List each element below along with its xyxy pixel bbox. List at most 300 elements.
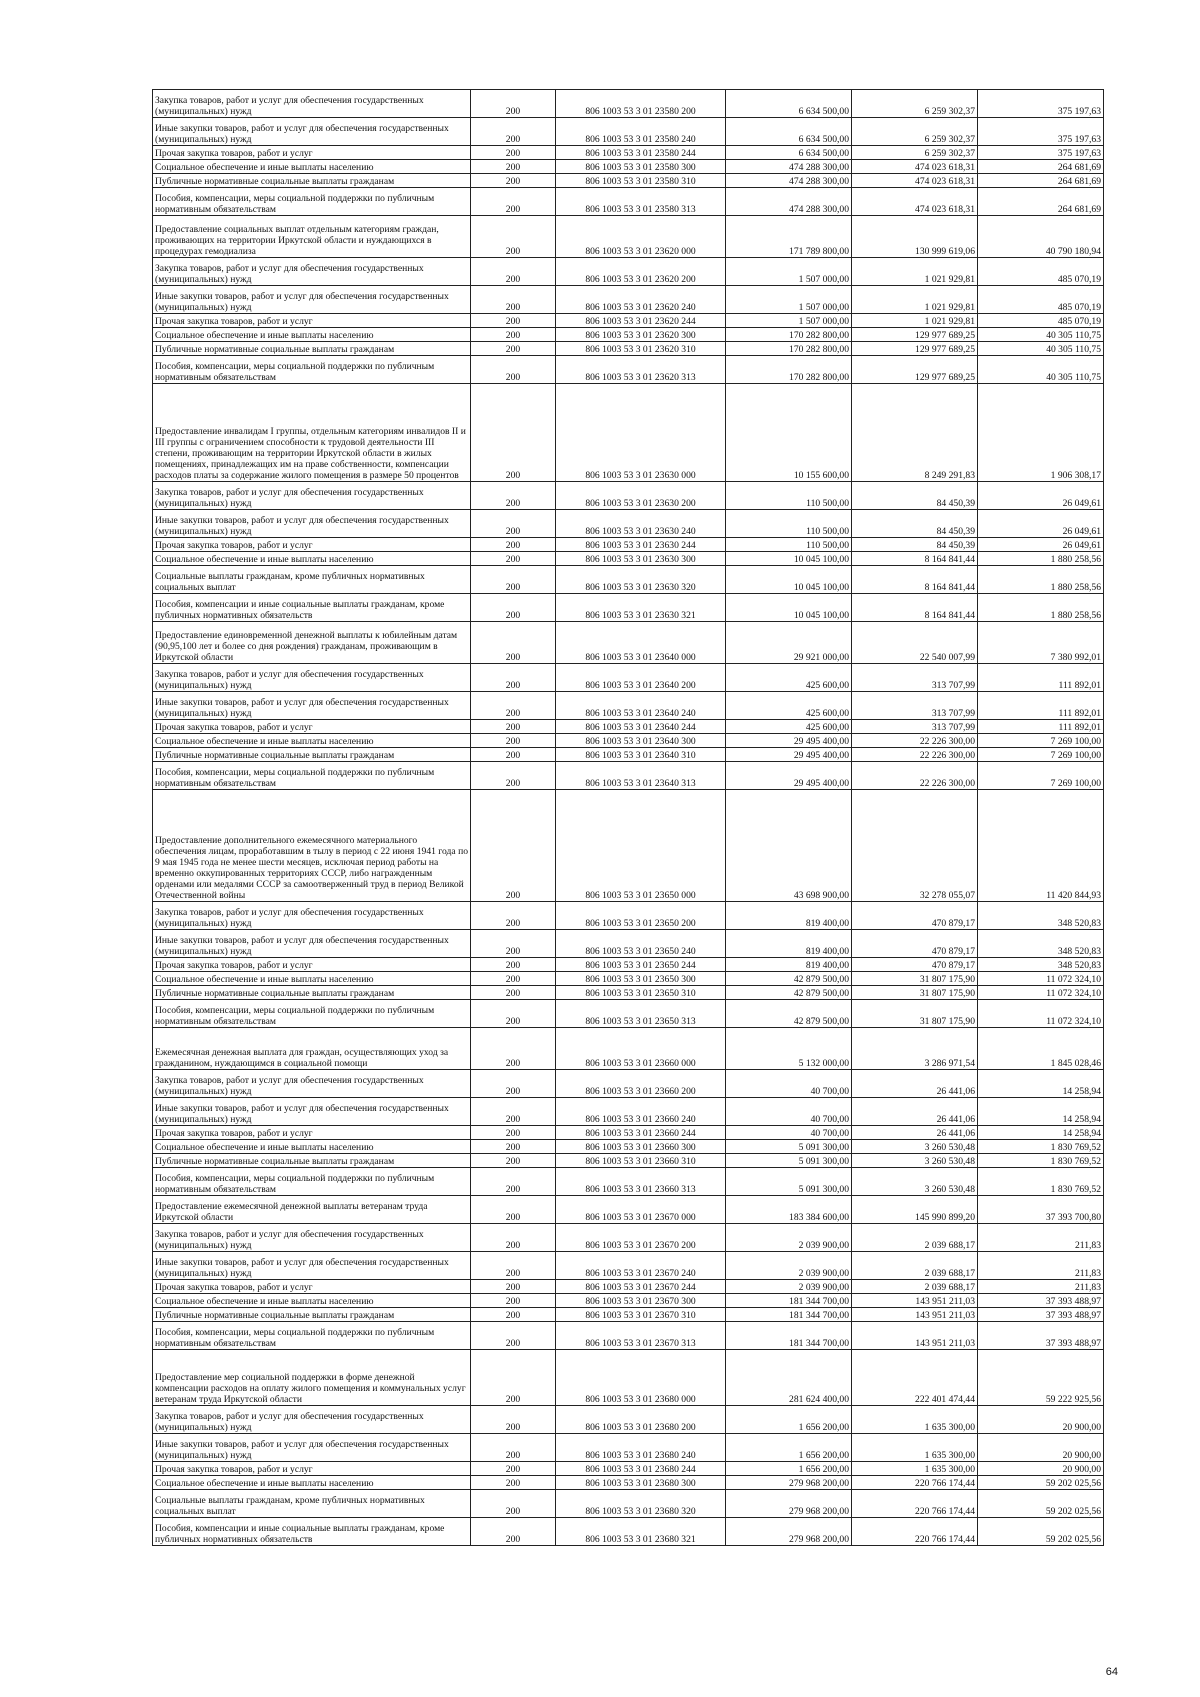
row-name-cell: Закупка товаров, работ и услуг для обеспечения государственных (муниципальных) нужд <box>153 1224 471 1252</box>
row-kbk-cell: 806 1003 53 3 01 23640 300 <box>556 734 726 748</box>
row-executed-cell: 32 278 055,07 <box>852 790 978 902</box>
table-row <box>153 384 1104 482</box>
table-row <box>153 1070 1104 1098</box>
row-executed-cell: 145 990 899,20 <box>852 1196 978 1224</box>
row-name-cell: Социальное обеспечение и иные выплаты населению <box>153 328 471 342</box>
table-row <box>153 692 1104 720</box>
row-code-cell: 200 <box>471 958 556 972</box>
row-executed-cell: 313 707,99 <box>852 720 978 734</box>
row-code-cell: 200 <box>471 538 556 552</box>
row-name-cell: Иные закупки товаров, работ и услуг для обеспечения государственных (муниципальных) нужд <box>153 510 471 538</box>
table-row <box>153 188 1104 216</box>
row-approved-cell: 40 700,00 <box>726 1070 852 1098</box>
table-row <box>153 1126 1104 1140</box>
row-executed-cell: 1 635 300,00 <box>852 1462 978 1476</box>
row-unexecuted-cell: 40 305 110,75 <box>978 342 1104 356</box>
row-kbk-cell: 806 1003 53 3 01 23580 200 <box>556 90 726 118</box>
table-row <box>153 146 1104 160</box>
table-row <box>153 286 1104 314</box>
row-unexecuted-cell: 1 845 028,46 <box>978 1028 1104 1070</box>
row-executed-cell: 2 039 688,17 <box>852 1252 978 1280</box>
row-approved-cell: 42 879 500,00 <box>726 972 852 986</box>
row-executed-cell: 474 023 618,31 <box>852 160 978 174</box>
row-approved-cell: 474 288 300,00 <box>726 160 852 174</box>
row-kbk-cell: 806 1003 53 3 01 23620 000 <box>556 216 726 258</box>
row-kbk-cell: 806 1003 53 3 01 23620 313 <box>556 356 726 384</box>
row-unexecuted-cell: 264 681,69 <box>978 174 1104 188</box>
row-approved-cell: 819 400,00 <box>726 902 852 930</box>
row-executed-cell: 3 260 530,48 <box>852 1168 978 1196</box>
table-row <box>153 1168 1104 1196</box>
row-code-cell: 200 <box>471 720 556 734</box>
row-executed-cell: 6 259 302,37 <box>852 118 978 146</box>
row-kbk-cell: 806 1003 53 3 01 23630 321 <box>556 594 726 622</box>
row-executed-cell: 313 707,99 <box>852 692 978 720</box>
row-name-cell: Социальные выплаты гражданам, кроме публичных нормативных социальных выплат <box>153 566 471 594</box>
row-executed-cell: 129 977 689,25 <box>852 356 978 384</box>
row-approved-cell: 819 400,00 <box>726 930 852 958</box>
row-name-cell: Закупка товаров, работ и услуг для обеспечения государственных (муниципальных) нужд <box>153 902 471 930</box>
row-unexecuted-cell: 348 520,83 <box>978 958 1104 972</box>
row-executed-cell: 8 164 841,44 <box>852 594 978 622</box>
table-row <box>153 1294 1104 1308</box>
row-approved-cell: 42 879 500,00 <box>726 986 852 1000</box>
row-name-cell: Иные закупки товаров, работ и услуг для обеспечения государственных (муниципальных) нужд <box>153 930 471 958</box>
row-approved-cell: 1 656 200,00 <box>726 1462 852 1476</box>
row-code-cell: 200 <box>471 188 556 216</box>
row-approved-cell: 279 968 200,00 <box>726 1476 852 1490</box>
row-unexecuted-cell: 1 880 258,56 <box>978 566 1104 594</box>
row-executed-cell: 1 021 929,81 <box>852 258 978 286</box>
row-kbk-cell: 806 1003 53 3 01 23620 300 <box>556 328 726 342</box>
row-name-cell: Предоставление дополнительного ежемесячного материального обеспечения лицам, проработавшим в тылу в период с 22 июня 1941 года по 9 мая 1945 года не менее шести месяцев, исключая период работы на временно оккупированных территориях СССР, либо награжденным орденами или медалями СССР за самоотверженный труд в период Великой Отечественной войны <box>153 790 471 902</box>
row-kbk-cell: 806 1003 53 3 01 23580 310 <box>556 174 726 188</box>
table-row <box>153 328 1104 342</box>
row-kbk-cell: 806 1003 53 3 01 23630 300 <box>556 552 726 566</box>
row-approved-cell: 474 288 300,00 <box>726 188 852 216</box>
table-row <box>153 734 1104 748</box>
row-approved-cell: 29 495 400,00 <box>726 748 852 762</box>
table-row <box>153 1462 1104 1476</box>
row-approved-cell: 10 045 100,00 <box>726 552 852 566</box>
row-unexecuted-cell: 375 197,63 <box>978 118 1104 146</box>
row-kbk-cell: 806 1003 53 3 01 23630 244 <box>556 538 726 552</box>
row-code-cell: 200 <box>471 972 556 986</box>
row-kbk-cell: 806 1003 53 3 01 23670 240 <box>556 1252 726 1280</box>
row-kbk-cell: 806 1003 53 3 01 23650 240 <box>556 930 726 958</box>
row-code-cell: 200 <box>471 160 556 174</box>
row-executed-cell: 220 766 174,44 <box>852 1490 978 1518</box>
row-name-cell: Пособия, компенсации и иные социальные выплаты гражданам, кроме публичных нормативных обязательств <box>153 1518 471 1546</box>
row-name-cell: Публичные нормативные социальные выплаты гражданам <box>153 1308 471 1322</box>
row-executed-cell: 22 540 007,99 <box>852 622 978 664</box>
row-name-cell: Прочая закупка товаров, работ и услуг <box>153 1126 471 1140</box>
row-executed-cell: 26 441,06 <box>852 1126 978 1140</box>
row-kbk-cell: 806 1003 53 3 01 23680 300 <box>556 1476 726 1490</box>
table-row <box>153 314 1104 328</box>
row-kbk-cell: 806 1003 53 3 01 23630 240 <box>556 510 726 538</box>
table-row <box>153 930 1104 958</box>
row-unexecuted-cell: 20 900,00 <box>978 1406 1104 1434</box>
table-row <box>153 1518 1104 1546</box>
row-executed-cell: 129 977 689,25 <box>852 328 978 342</box>
row-unexecuted-cell: 26 049,61 <box>978 538 1104 552</box>
row-approved-cell: 10 045 100,00 <box>726 594 852 622</box>
row-unexecuted-cell: 111 892,01 <box>978 664 1104 692</box>
row-approved-cell: 181 344 700,00 <box>726 1294 852 1308</box>
row-code-cell: 200 <box>471 174 556 188</box>
row-code-cell: 200 <box>471 748 556 762</box>
row-code-cell: 200 <box>471 1350 556 1406</box>
row-kbk-cell: 806 1003 53 3 01 23620 200 <box>556 258 726 286</box>
row-approved-cell: 6 634 500,00 <box>726 146 852 160</box>
row-approved-cell: 29 921 000,00 <box>726 622 852 664</box>
row-code-cell: 200 <box>471 1196 556 1224</box>
row-approved-cell: 40 700,00 <box>726 1126 852 1140</box>
table-row <box>153 258 1104 286</box>
table-row <box>153 664 1104 692</box>
row-unexecuted-cell: 14 258,94 <box>978 1126 1104 1140</box>
row-code-cell: 200 <box>471 1126 556 1140</box>
row-unexecuted-cell: 7 269 100,00 <box>978 734 1104 748</box>
row-unexecuted-cell: 59 202 025,56 <box>978 1518 1104 1546</box>
row-code-cell: 200 <box>471 258 556 286</box>
row-executed-cell: 3 286 971,54 <box>852 1028 978 1070</box>
row-executed-cell: 470 879,17 <box>852 930 978 958</box>
row-code-cell: 200 <box>471 566 556 594</box>
row-approved-cell: 10 045 100,00 <box>726 566 852 594</box>
table-row <box>153 958 1104 972</box>
row-approved-cell: 110 500,00 <box>726 482 852 510</box>
row-executed-cell: 3 260 530,48 <box>852 1140 978 1154</box>
row-name-cell: Закупка товаров, работ и услуг для обеспечения государственных (муниципальных) нужд <box>153 664 471 692</box>
row-code-cell: 200 <box>471 286 556 314</box>
table-row <box>153 482 1104 510</box>
row-kbk-cell: 806 1003 53 3 01 23580 244 <box>556 146 726 160</box>
row-code-cell: 200 <box>471 384 556 482</box>
row-kbk-cell: 806 1003 53 3 01 23660 310 <box>556 1154 726 1168</box>
row-code-cell: 200 <box>471 552 556 566</box>
row-approved-cell: 6 634 500,00 <box>726 118 852 146</box>
row-approved-cell: 181 344 700,00 <box>726 1322 852 1350</box>
row-code-cell: 200 <box>471 1000 556 1028</box>
table-row <box>153 1280 1104 1294</box>
row-unexecuted-cell: 485 070,19 <box>978 286 1104 314</box>
row-unexecuted-cell: 1 906 308,17 <box>978 384 1104 482</box>
row-kbk-cell: 806 1003 53 3 01 23650 300 <box>556 972 726 986</box>
table-row <box>153 972 1104 986</box>
row-executed-cell: 22 226 300,00 <box>852 762 978 790</box>
row-approved-cell: 5 091 300,00 <box>726 1168 852 1196</box>
row-code-cell: 200 <box>471 1098 556 1126</box>
row-kbk-cell: 806 1003 53 3 01 23680 200 <box>556 1406 726 1434</box>
row-name-cell: Публичные нормативные социальные выплаты гражданам <box>153 748 471 762</box>
row-executed-cell: 84 450,39 <box>852 482 978 510</box>
row-unexecuted-cell: 375 197,63 <box>978 90 1104 118</box>
table-row <box>153 1140 1104 1154</box>
row-approved-cell: 6 634 500,00 <box>726 90 852 118</box>
row-unexecuted-cell: 59 202 025,56 <box>978 1476 1104 1490</box>
table-row <box>153 356 1104 384</box>
row-name-cell: Социальное обеспечение и иные выплаты населению <box>153 552 471 566</box>
row-approved-cell: 279 968 200,00 <box>726 1490 852 1518</box>
row-name-cell: Прочая закупка товаров, работ и услуг <box>153 146 471 160</box>
row-name-cell: Прочая закупка товаров, работ и услуг <box>153 720 471 734</box>
row-kbk-cell: 806 1003 53 3 01 23660 300 <box>556 1140 726 1154</box>
row-kbk-cell: 806 1003 53 3 01 23660 200 <box>556 1070 726 1098</box>
row-executed-cell: 474 023 618,31 <box>852 174 978 188</box>
row-unexecuted-cell: 111 892,01 <box>978 720 1104 734</box>
row-name-cell: Прочая закупка товаров, работ и услуг <box>153 1280 471 1294</box>
row-approved-cell: 425 600,00 <box>726 692 852 720</box>
row-executed-cell: 84 450,39 <box>852 510 978 538</box>
table-row <box>153 552 1104 566</box>
row-executed-cell: 130 999 619,06 <box>852 216 978 258</box>
row-executed-cell: 129 977 689,25 <box>852 342 978 356</box>
row-name-cell: Иные закупки товаров, работ и услуг для обеспечения государственных (муниципальных) нужд <box>153 286 471 314</box>
row-executed-cell: 26 441,06 <box>852 1070 978 1098</box>
row-approved-cell: 425 600,00 <box>726 720 852 734</box>
table-row <box>153 790 1104 902</box>
row-code-cell: 200 <box>471 930 556 958</box>
row-approved-cell: 170 282 800,00 <box>726 356 852 384</box>
row-name-cell: Публичные нормативные социальные выплаты гражданам <box>153 342 471 356</box>
row-executed-cell: 143 951 211,03 <box>852 1308 978 1322</box>
row-kbk-cell: 806 1003 53 3 01 23650 310 <box>556 986 726 1000</box>
table-row <box>153 1490 1104 1518</box>
row-executed-cell: 31 807 175,90 <box>852 972 978 986</box>
row-kbk-cell: 806 1003 53 3 01 23630 320 <box>556 566 726 594</box>
row-code-cell: 200 <box>471 986 556 1000</box>
row-code-cell: 200 <box>471 1434 556 1462</box>
row-approved-cell: 5 132 000,00 <box>726 1028 852 1070</box>
row-code-cell: 200 <box>471 734 556 748</box>
row-name-cell: Предоставление мер социальной поддержки в форме денежной компенсации расходов на оплату жилого помещения и коммунальных услуг ветеранам труда Иркутской области <box>153 1350 471 1406</box>
row-name-cell: Социальное обеспечение и иные выплаты населению <box>153 734 471 748</box>
row-code-cell: 200 <box>471 692 556 720</box>
row-executed-cell: 8 249 291,83 <box>852 384 978 482</box>
row-executed-cell: 26 441,06 <box>852 1098 978 1126</box>
row-name-cell: Пособия, компенсации и иные социальные выплаты гражданам, кроме публичных нормативных обязательств <box>153 594 471 622</box>
row-code-cell: 200 <box>471 1252 556 1280</box>
row-approved-cell: 819 400,00 <box>726 958 852 972</box>
row-kbk-cell: 806 1003 53 3 01 23680 000 <box>556 1350 726 1406</box>
row-name-cell: Предоставление единовременной денежной выплаты к юбилейным датам (90,95,100 лет и более со дня рождения) гражданам, проживающим в Иркутской области <box>153 622 471 664</box>
row-kbk-cell: 806 1003 53 3 01 23580 313 <box>556 188 726 216</box>
table-row <box>153 748 1104 762</box>
row-name-cell: Пособия, компенсации, меры социальной поддержки по публичным нормативным обязательствам <box>153 1000 471 1028</box>
row-name-cell: Ежемесячная денежная выплата для граждан, осуществляющих уход за гражданином, нуждающимся в социальной помощи <box>153 1028 471 1070</box>
row-code-cell: 200 <box>471 90 556 118</box>
table-row <box>153 538 1104 552</box>
row-name-cell: Прочая закупка товаров, работ и услуг <box>153 314 471 328</box>
budget-execution-table <box>152 89 1104 1546</box>
table-row <box>153 216 1104 258</box>
row-code-cell: 200 <box>471 1322 556 1350</box>
row-kbk-cell: 806 1003 53 3 01 23620 310 <box>556 342 726 356</box>
row-approved-cell: 1 507 000,00 <box>726 314 852 328</box>
row-code-cell: 200 <box>471 1140 556 1154</box>
row-name-cell: Социальное обеспечение и иные выплаты населению <box>153 160 471 174</box>
row-name-cell: Социальное обеспечение и иные выплаты населению <box>153 972 471 986</box>
row-name-cell: Закупка товаров, работ и услуг для обеспечения государственных (муниципальных) нужд <box>153 1070 471 1098</box>
row-approved-cell: 2 039 900,00 <box>726 1224 852 1252</box>
row-unexecuted-cell: 20 900,00 <box>978 1462 1104 1476</box>
row-approved-cell: 40 700,00 <box>726 1098 852 1126</box>
row-code-cell: 200 <box>471 762 556 790</box>
row-unexecuted-cell: 348 520,83 <box>978 930 1104 958</box>
row-code-cell: 200 <box>471 342 556 356</box>
row-approved-cell: 29 495 400,00 <box>726 734 852 748</box>
row-code-cell: 200 <box>471 1224 556 1252</box>
row-kbk-cell: 806 1003 53 3 01 23620 244 <box>556 314 726 328</box>
row-approved-cell: 170 282 800,00 <box>726 342 852 356</box>
row-unexecuted-cell: 40 305 110,75 <box>978 356 1104 384</box>
row-executed-cell: 470 879,17 <box>852 958 978 972</box>
table-row <box>153 1406 1104 1434</box>
row-unexecuted-cell: 7 380 992,01 <box>978 622 1104 664</box>
row-unexecuted-cell: 348 520,83 <box>978 902 1104 930</box>
row-name-cell: Иные закупки товаров, работ и услуг для обеспечения государственных (муниципальных) нужд <box>153 1434 471 1462</box>
row-code-cell: 200 <box>471 1280 556 1294</box>
row-kbk-cell: 806 1003 53 3 01 23680 244 <box>556 1462 726 1476</box>
row-kbk-cell: 806 1003 53 3 01 23580 240 <box>556 118 726 146</box>
row-executed-cell: 8 164 841,44 <box>852 552 978 566</box>
row-executed-cell: 1 021 929,81 <box>852 286 978 314</box>
row-unexecuted-cell: 11 072 324,10 <box>978 986 1104 1000</box>
row-unexecuted-cell: 264 681,69 <box>978 160 1104 174</box>
row-unexecuted-cell: 1 880 258,56 <box>978 594 1104 622</box>
row-unexecuted-cell: 1 830 769,52 <box>978 1154 1104 1168</box>
row-unexecuted-cell: 7 269 100,00 <box>978 748 1104 762</box>
row-unexecuted-cell: 375 197,63 <box>978 146 1104 160</box>
row-approved-cell: 425 600,00 <box>726 664 852 692</box>
row-unexecuted-cell: 37 393 700,80 <box>978 1196 1104 1224</box>
row-name-cell: Публичные нормативные социальные выплаты гражданам <box>153 986 471 1000</box>
table-row <box>153 1308 1104 1322</box>
row-name-cell: Публичные нормативные социальные выплаты гражданам <box>153 1154 471 1168</box>
row-code-cell: 200 <box>471 664 556 692</box>
row-unexecuted-cell: 37 393 488,97 <box>978 1308 1104 1322</box>
row-unexecuted-cell: 40 790 180,94 <box>978 216 1104 258</box>
row-kbk-cell: 806 1003 53 3 01 23660 244 <box>556 1126 726 1140</box>
row-executed-cell: 2 039 688,17 <box>852 1224 978 1252</box>
row-approved-cell: 170 282 800,00 <box>726 328 852 342</box>
table-row <box>153 622 1104 664</box>
row-code-cell: 200 <box>471 1518 556 1546</box>
row-name-cell: Пособия, компенсации, меры социальной поддержки по публичным нормативным обязательствам <box>153 188 471 216</box>
row-kbk-cell: 806 1003 53 3 01 23650 000 <box>556 790 726 902</box>
table-row <box>153 566 1104 594</box>
page-number: 64 <box>1105 1666 1118 1678</box>
row-name-cell: Социальное обеспечение и иные выплаты населению <box>153 1476 471 1490</box>
row-code-cell: 200 <box>471 790 556 902</box>
row-unexecuted-cell: 1 830 769,52 <box>978 1168 1104 1196</box>
row-name-cell: Прочая закупка товаров, работ и услуг <box>153 1462 471 1476</box>
row-approved-cell: 2 039 900,00 <box>726 1280 852 1294</box>
row-name-cell: Иные закупки товаров, работ и услуг для обеспечения государственных (муниципальных) нужд <box>153 692 471 720</box>
row-kbk-cell: 806 1003 53 3 01 23680 321 <box>556 1518 726 1546</box>
table-row <box>153 1434 1104 1462</box>
table-row <box>153 1154 1104 1168</box>
row-code-cell: 200 <box>471 594 556 622</box>
row-executed-cell: 470 879,17 <box>852 902 978 930</box>
row-code-cell: 200 <box>471 902 556 930</box>
table-row <box>153 90 1104 118</box>
row-name-cell: Социальное обеспечение и иные выплаты населению <box>153 1294 471 1308</box>
row-kbk-cell: 806 1003 53 3 01 23640 200 <box>556 664 726 692</box>
row-kbk-cell: 806 1003 53 3 01 23670 300 <box>556 1294 726 1308</box>
table-body <box>153 90 1104 1546</box>
row-name-cell: Иные закупки товаров, работ и услуг для обеспечения государственных (муниципальных) нужд <box>153 1252 471 1280</box>
row-executed-cell: 31 807 175,90 <box>852 1000 978 1028</box>
row-code-cell: 200 <box>471 118 556 146</box>
row-code-cell: 200 <box>471 1028 556 1070</box>
table-row <box>153 1476 1104 1490</box>
row-code-cell: 200 <box>471 510 556 538</box>
row-kbk-cell: 806 1003 53 3 01 23640 244 <box>556 720 726 734</box>
row-approved-cell: 43 698 900,00 <box>726 790 852 902</box>
row-kbk-cell: 806 1003 53 3 01 23680 240 <box>556 1434 726 1462</box>
row-unexecuted-cell: 1 830 769,52 <box>978 1140 1104 1154</box>
row-name-cell: Прочая закупка товаров, работ и услуг <box>153 958 471 972</box>
row-approved-cell: 42 879 500,00 <box>726 1000 852 1028</box>
row-approved-cell: 1 656 200,00 <box>726 1406 852 1434</box>
row-kbk-cell: 806 1003 53 3 01 23670 000 <box>556 1196 726 1224</box>
row-approved-cell: 1 507 000,00 <box>726 258 852 286</box>
row-unexecuted-cell: 11 072 324,10 <box>978 1000 1104 1028</box>
row-executed-cell: 84 450,39 <box>852 538 978 552</box>
row-unexecuted-cell: 11 420 844,93 <box>978 790 1104 902</box>
row-executed-cell: 2 039 688,17 <box>852 1280 978 1294</box>
row-unexecuted-cell: 26 049,61 <box>978 482 1104 510</box>
row-kbk-cell: 806 1003 53 3 01 23650 244 <box>556 958 726 972</box>
row-code-cell: 200 <box>471 1476 556 1490</box>
table-row <box>153 1028 1104 1070</box>
table-row <box>153 160 1104 174</box>
row-kbk-cell: 806 1003 53 3 01 23650 313 <box>556 1000 726 1028</box>
row-executed-cell: 22 226 300,00 <box>852 734 978 748</box>
row-kbk-cell: 806 1003 53 3 01 23640 000 <box>556 622 726 664</box>
row-kbk-cell: 806 1003 53 3 01 23670 310 <box>556 1308 726 1322</box>
row-kbk-cell: 806 1003 53 3 01 23620 240 <box>556 286 726 314</box>
row-code-cell: 200 <box>471 1490 556 1518</box>
table-row <box>153 1000 1104 1028</box>
row-code-cell: 200 <box>471 328 556 342</box>
row-executed-cell: 31 807 175,90 <box>852 986 978 1000</box>
row-approved-cell: 110 500,00 <box>726 538 852 552</box>
row-kbk-cell: 806 1003 53 3 01 23630 200 <box>556 482 726 510</box>
row-name-cell: Социальное обеспечение и иные выплаты населению <box>153 1140 471 1154</box>
row-approved-cell: 5 091 300,00 <box>726 1154 852 1168</box>
row-name-cell: Предоставление инвалидам I группы, отдельным категориям инвалидов II и III группы с ограничением способности к трудовой деятельности III степени, проживающим на территории Иркутской области в жилых помещениях, принадлежащих им на праве собственности, компенсации расходов платы за содержание жилого помещения в размере 50 процентов <box>153 384 471 482</box>
row-unexecuted-cell: 211,83 <box>978 1280 1104 1294</box>
table-row <box>153 1322 1104 1350</box>
row-code-cell: 200 <box>471 1294 556 1308</box>
row-executed-cell: 313 707,99 <box>852 664 978 692</box>
row-code-cell: 200 <box>471 1070 556 1098</box>
row-name-cell: Пособия, компенсации, меры социальной поддержки по публичным нормативным обязательствам <box>153 356 471 384</box>
row-approved-cell: 1 507 000,00 <box>726 286 852 314</box>
row-approved-cell: 279 968 200,00 <box>726 1518 852 1546</box>
row-kbk-cell: 806 1003 53 3 01 23640 313 <box>556 762 726 790</box>
table-row <box>153 720 1104 734</box>
row-unexecuted-cell: 40 305 110,75 <box>978 328 1104 342</box>
row-unexecuted-cell: 59 202 025,56 <box>978 1490 1104 1518</box>
row-unexecuted-cell: 37 393 488,97 <box>978 1294 1104 1308</box>
table-row <box>153 174 1104 188</box>
row-executed-cell: 143 951 211,03 <box>852 1322 978 1350</box>
